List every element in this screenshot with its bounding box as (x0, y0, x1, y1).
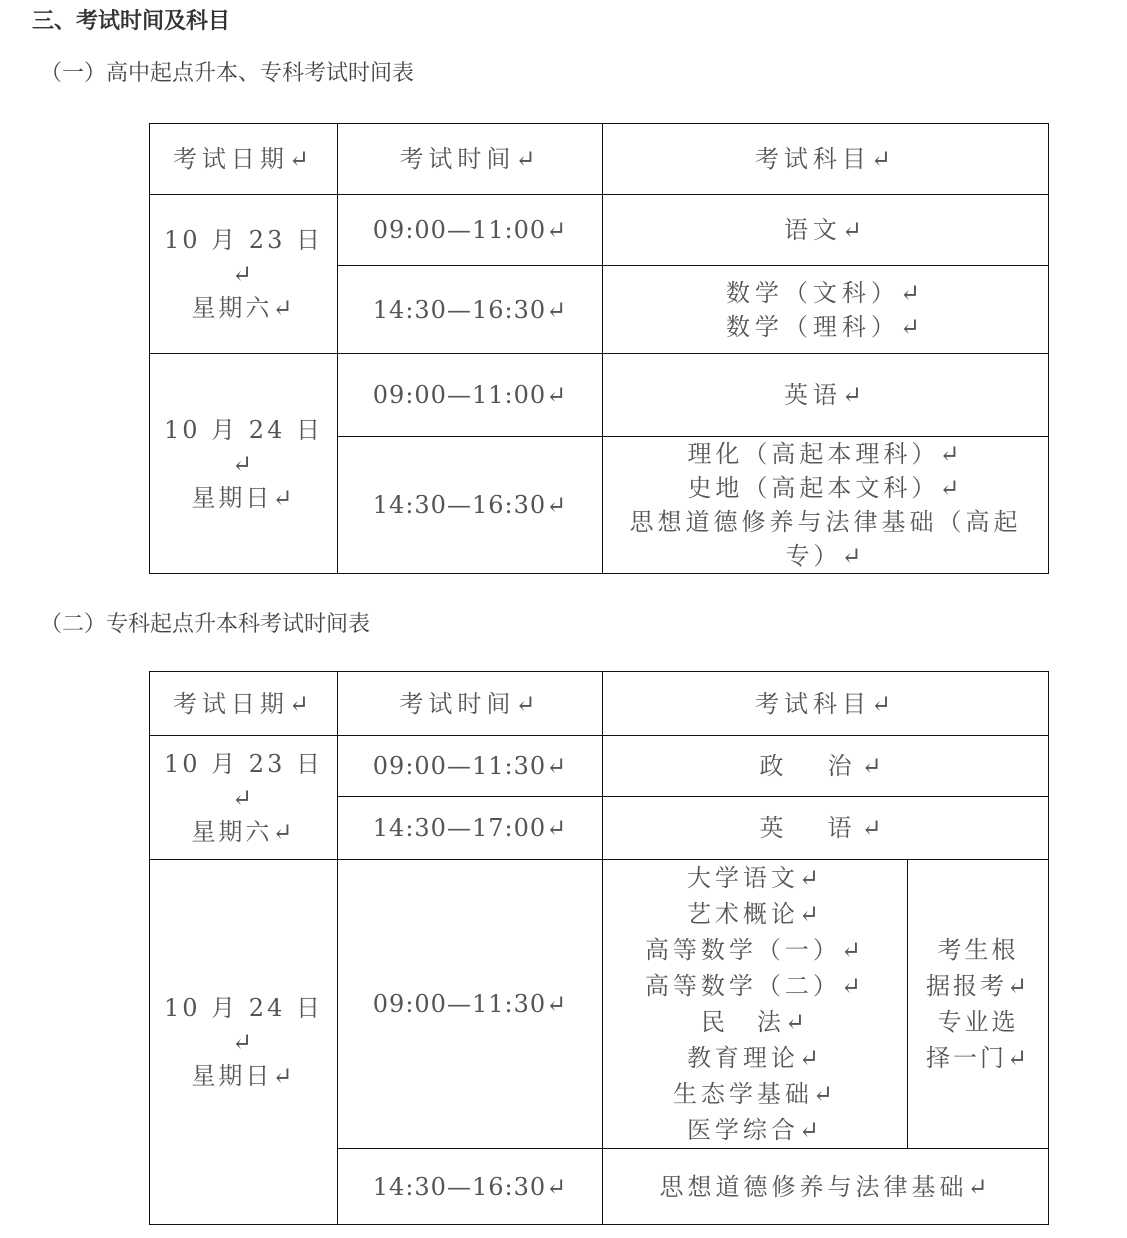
subject-line: 数学（文科）↵ (725, 278, 926, 307)
time-cell: 14:30—17:00↵ (338, 797, 603, 860)
subject-line: 艺术概论↵ (686, 900, 824, 928)
time-cell: 09:00—11:30↵ (338, 860, 603, 1149)
table1-title: （一）高中起点升本、专科考试时间表 (40, 61, 415, 86)
time-cell: 09:00—11:00↵ (338, 354, 603, 437)
date-cell (150, 354, 338, 574)
date-text: 10 月 24 日↵ (164, 415, 323, 478)
note-line: 择一门↵ (925, 1044, 1031, 1072)
time-cell: 09:00—11:30↵ (338, 736, 603, 797)
subject-line: 史地（高起本文科）↵ (687, 474, 964, 502)
weekday-text: 星期六↵ (191, 294, 296, 322)
subject-cell (603, 437, 1049, 574)
subject-cell: 英语↵ (603, 354, 1049, 437)
note-line: 据报考↵ (925, 972, 1031, 1000)
subject-line: 高等数学（一）↵ (644, 936, 866, 964)
table-row (150, 195, 1049, 266)
subject-cell: 思想道德修养与法律基础↵ (603, 1149, 1049, 1225)
header-exam-time: 考试时间↵ (338, 124, 603, 195)
college-schedule-table (149, 671, 1049, 1225)
header-exam-date: 考试日期↵ (150, 124, 338, 195)
date-text: 10 月 23 日↵ (164, 749, 323, 812)
subject-cell: 语文↵ (603, 195, 1049, 266)
header-exam-date: 考试日期↵ (150, 672, 338, 736)
subject-line: 大学语文↵ (686, 864, 824, 892)
weekday-text: 星期日↵ (191, 1062, 296, 1090)
header-exam-subject: 考试科目↵ (603, 124, 1049, 195)
subject-line: 民 法↵ (700, 1008, 810, 1036)
subject-line: 医学综合↵ (686, 1116, 824, 1144)
subject-cell (603, 266, 1049, 354)
header-exam-subject: 考试科目↵ (603, 672, 1049, 736)
weekday-text: 星期六↵ (191, 817, 296, 846)
subject-line: 生态学基础↵ (672, 1080, 838, 1108)
section-title: 三、考试时间及科目 (32, 9, 231, 34)
subject-cell: 政 治↵ (603, 736, 1049, 797)
subject-cell (603, 860, 908, 1149)
time-cell: 14:30—16:30↵ (338, 1149, 603, 1225)
note-line: 考生根 (937, 936, 1019, 964)
table-row (150, 354, 1049, 437)
header-exam-time: 考试时间↵ (338, 672, 603, 736)
table-header-row (150, 672, 1049, 736)
weekday-text: 星期日↵ (191, 483, 296, 512)
subject-line: 教育理论↵ (686, 1044, 824, 1072)
time-cell: 14:30—16:30↵ (338, 437, 603, 574)
choice-note-cell (908, 860, 1049, 1149)
date-cell (150, 195, 338, 354)
date-text: 10 月 23 日↵ (164, 226, 323, 288)
table-row (150, 860, 1049, 1149)
subject-line: 理化（高起本理科）↵ (687, 440, 964, 468)
time-cell: 14:30—16:30↵ (338, 266, 603, 354)
subject-line: 专）↵ (785, 542, 866, 570)
date-cell (150, 736, 338, 860)
high-school-schedule-table (149, 123, 1049, 574)
time-cell: 09:00—11:00↵ (338, 195, 603, 266)
table-row (150, 736, 1049, 797)
table2-title: （二）专科起点升本科考试时间表 (40, 612, 371, 637)
date-text: 10 月 24 日↵ (164, 994, 323, 1056)
subject-line: 思想道德修养与法律基础（高起 (629, 508, 1022, 536)
note-line: 专业选 (937, 1008, 1019, 1036)
subject-cell: 英 语↵ (603, 797, 1049, 860)
table-header-row (150, 124, 1049, 195)
subject-line: 高等数学（二）↵ (644, 972, 866, 1000)
subject-line: 数学（理科）↵ (725, 312, 926, 341)
date-cell (150, 860, 338, 1225)
